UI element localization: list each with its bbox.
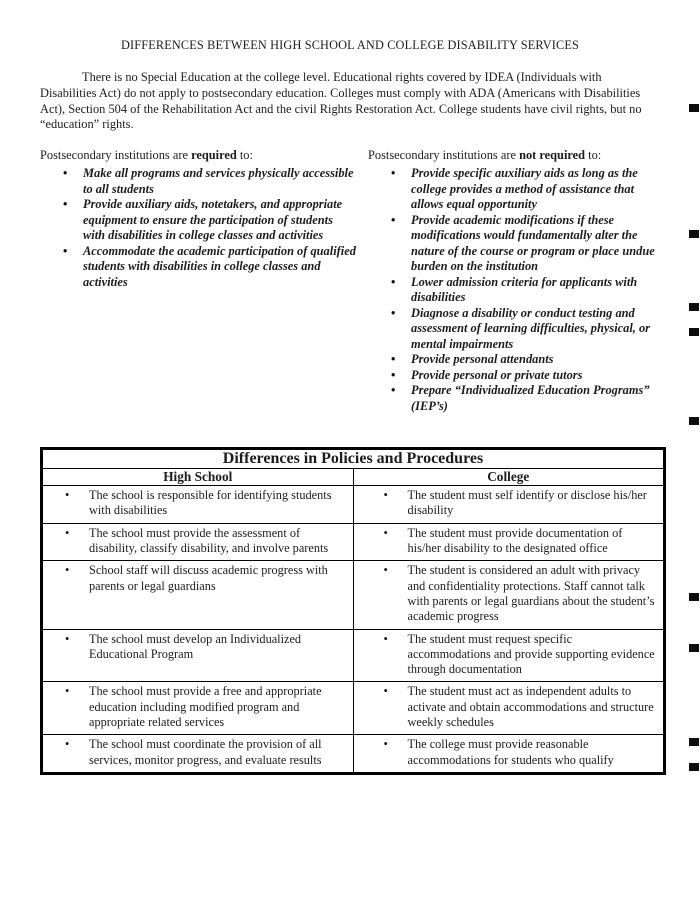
required-column	[40, 148, 356, 414]
cell-text: The school must provide the assessment of disability, classify disability, and involve parents	[89, 525, 329, 556]
bullet-icon: •	[391, 212, 396, 227]
table-row	[42, 523, 665, 561]
list-item	[391, 213, 660, 275]
heading-text: Postsecondary institutions are	[40, 148, 192, 163]
list-item	[63, 166, 356, 197]
bullet-icon: •	[383, 488, 388, 503]
list-item	[63, 244, 356, 291]
table-title: Differences in Policies and Procedures	[42, 449, 665, 469]
not-required-list	[368, 166, 660, 414]
cell-text: The school must provide a free and appropriate education including modified program and appropriate related services	[89, 684, 322, 730]
heading-bold-text: required	[191, 148, 237, 163]
high-school-cell	[43, 524, 353, 561]
bullet-icon: •	[391, 274, 396, 289]
required-list	[40, 166, 356, 290]
high-school-cell	[43, 561, 353, 598]
cell-text: The student must provide documentation of his/her disability to the designated office	[407, 525, 623, 556]
list-item-text: Accommodate the academic participation of qualified students with disabilities in college classes and activities	[83, 243, 356, 289]
cell-text: The student must request specific accommodations and provide supporting evidence through documentation	[407, 631, 655, 677]
list-item	[391, 383, 660, 414]
list-item-text: Prepare “Individualized Education Programs” (IEP’s)	[411, 383, 650, 413]
column-header-high-school: High School	[42, 469, 354, 486]
heading-text: to:	[236, 148, 253, 163]
list-item	[391, 368, 660, 384]
table-row	[42, 735, 665, 774]
bullet-icon: •	[391, 166, 396, 181]
college-cell	[354, 524, 664, 561]
list-item	[391, 352, 660, 368]
bullet-icon: •	[65, 488, 70, 503]
list-item	[391, 166, 660, 213]
table-header-row	[42, 469, 665, 486]
bullet-icon: •	[65, 563, 70, 578]
heading-text: Postsecondary institutions are	[368, 148, 520, 163]
heading-bold-text: not required	[519, 148, 586, 163]
list-item-text: Provide academic modifications if these modifications would fundamentally alter the nature of the course or program or place undue burden on the institution	[411, 212, 655, 274]
list-item-text: Provide personal or private tutors	[411, 367, 583, 382]
bullet-icon: •	[63, 166, 68, 181]
column-header-college: College	[353, 469, 665, 486]
cell-text: The school is responsible for identifying students with disabilities	[89, 488, 332, 518]
required-column-heading	[40, 148, 356, 163]
bullet-icon: •	[383, 737, 388, 752]
policies-table	[40, 447, 666, 775]
bullet-icon: •	[63, 197, 68, 212]
list-item-text: Diagnose a disability or conduct testing and assessment of learning difficulties, physical, or mental impairments	[411, 305, 650, 351]
cell-text: The student is considered an adult with privacy and confidentiality protections. Staff cannot talk with parents or legal guardians about the student’s academic progress	[407, 563, 655, 624]
high-school-cell	[43, 630, 353, 667]
bullet-icon: •	[391, 383, 396, 398]
bullet-icon: •	[383, 563, 388, 578]
college-cell	[354, 682, 664, 734]
cell-text: The school must coordinate the provision of all services, monitor progress, and evaluate results	[89, 737, 322, 767]
cell-text: The school must develop an Individualized Educational Program	[89, 631, 302, 661]
list-item-text: Make all programs and services physically accessible to all students	[83, 166, 354, 196]
bullet-icon: •	[391, 367, 396, 382]
cell-text: The student must act as independent adults to activate and obtain accommodations and structure weekly schedules	[407, 684, 654, 730]
cell-text: The student must self identify or disclose his/her disability	[407, 488, 647, 518]
list-item-text: Provide auxiliary aids, notetakers, and appropriate equipment to ensure the participation of students with disabilities in college classes and activities	[83, 197, 343, 243]
table-row	[42, 682, 665, 735]
list-item	[391, 275, 660, 306]
list-item	[63, 197, 356, 244]
college-cell	[354, 486, 664, 523]
list-item-text: Provide specific auxiliary aids as long as the college provides a method of assistance that allows equal opportunity	[411, 166, 638, 212]
page-title: DIFFERENCES BETWEEN HIGH SCHOOL AND COLLEGE DISABILITY SERVICES	[120, 38, 580, 52]
heading-text: to:	[585, 148, 602, 163]
bullet-icon: •	[391, 352, 396, 367]
high-school-cell	[43, 486, 353, 523]
not-required-column	[368, 148, 660, 414]
comparison-columns	[40, 148, 660, 414]
bullet-icon: •	[383, 631, 388, 646]
bullet-icon: •	[65, 525, 70, 540]
high-school-cell	[43, 735, 353, 772]
table-row	[42, 561, 665, 629]
bullet-icon: •	[65, 684, 70, 699]
list-item-text: Lower admission criteria for applicants with disabilities	[411, 274, 638, 305]
bullet-icon: •	[65, 631, 70, 646]
table-title-row	[42, 449, 665, 469]
cell-text: The college must provide reasonable accommodations for students who qualify	[407, 737, 614, 767]
bullet-icon: •	[63, 243, 68, 258]
intro-paragraph: There is no Special Education at the college level. Educational rights covered by IDEA (Individuals with Disabilities Act) do not apply to postsecondary education. Colleges must comply with ADA (Americans with Disabilities Act), Section 504 of the Rehabilitation Act and the civil Rights Restoration Act. College students have civil rights, but no “education” rights.	[40, 70, 642, 132]
table-row	[42, 629, 665, 682]
bullet-icon: •	[383, 525, 388, 540]
bullet-icon: •	[391, 305, 396, 320]
high-school-cell	[43, 682, 353, 734]
college-cell	[354, 630, 664, 682]
college-cell	[354, 561, 664, 628]
table-row	[42, 486, 665, 524]
bullet-icon: •	[65, 737, 70, 752]
college-cell	[354, 735, 664, 772]
cell-text: School staff will discuss academic progress with parents or legal guardians	[89, 563, 328, 593]
bullet-icon: •	[383, 684, 388, 699]
list-item-text: Provide personal attendants	[411, 352, 554, 367]
not-required-column-heading	[368, 148, 660, 163]
list-item	[391, 306, 660, 353]
